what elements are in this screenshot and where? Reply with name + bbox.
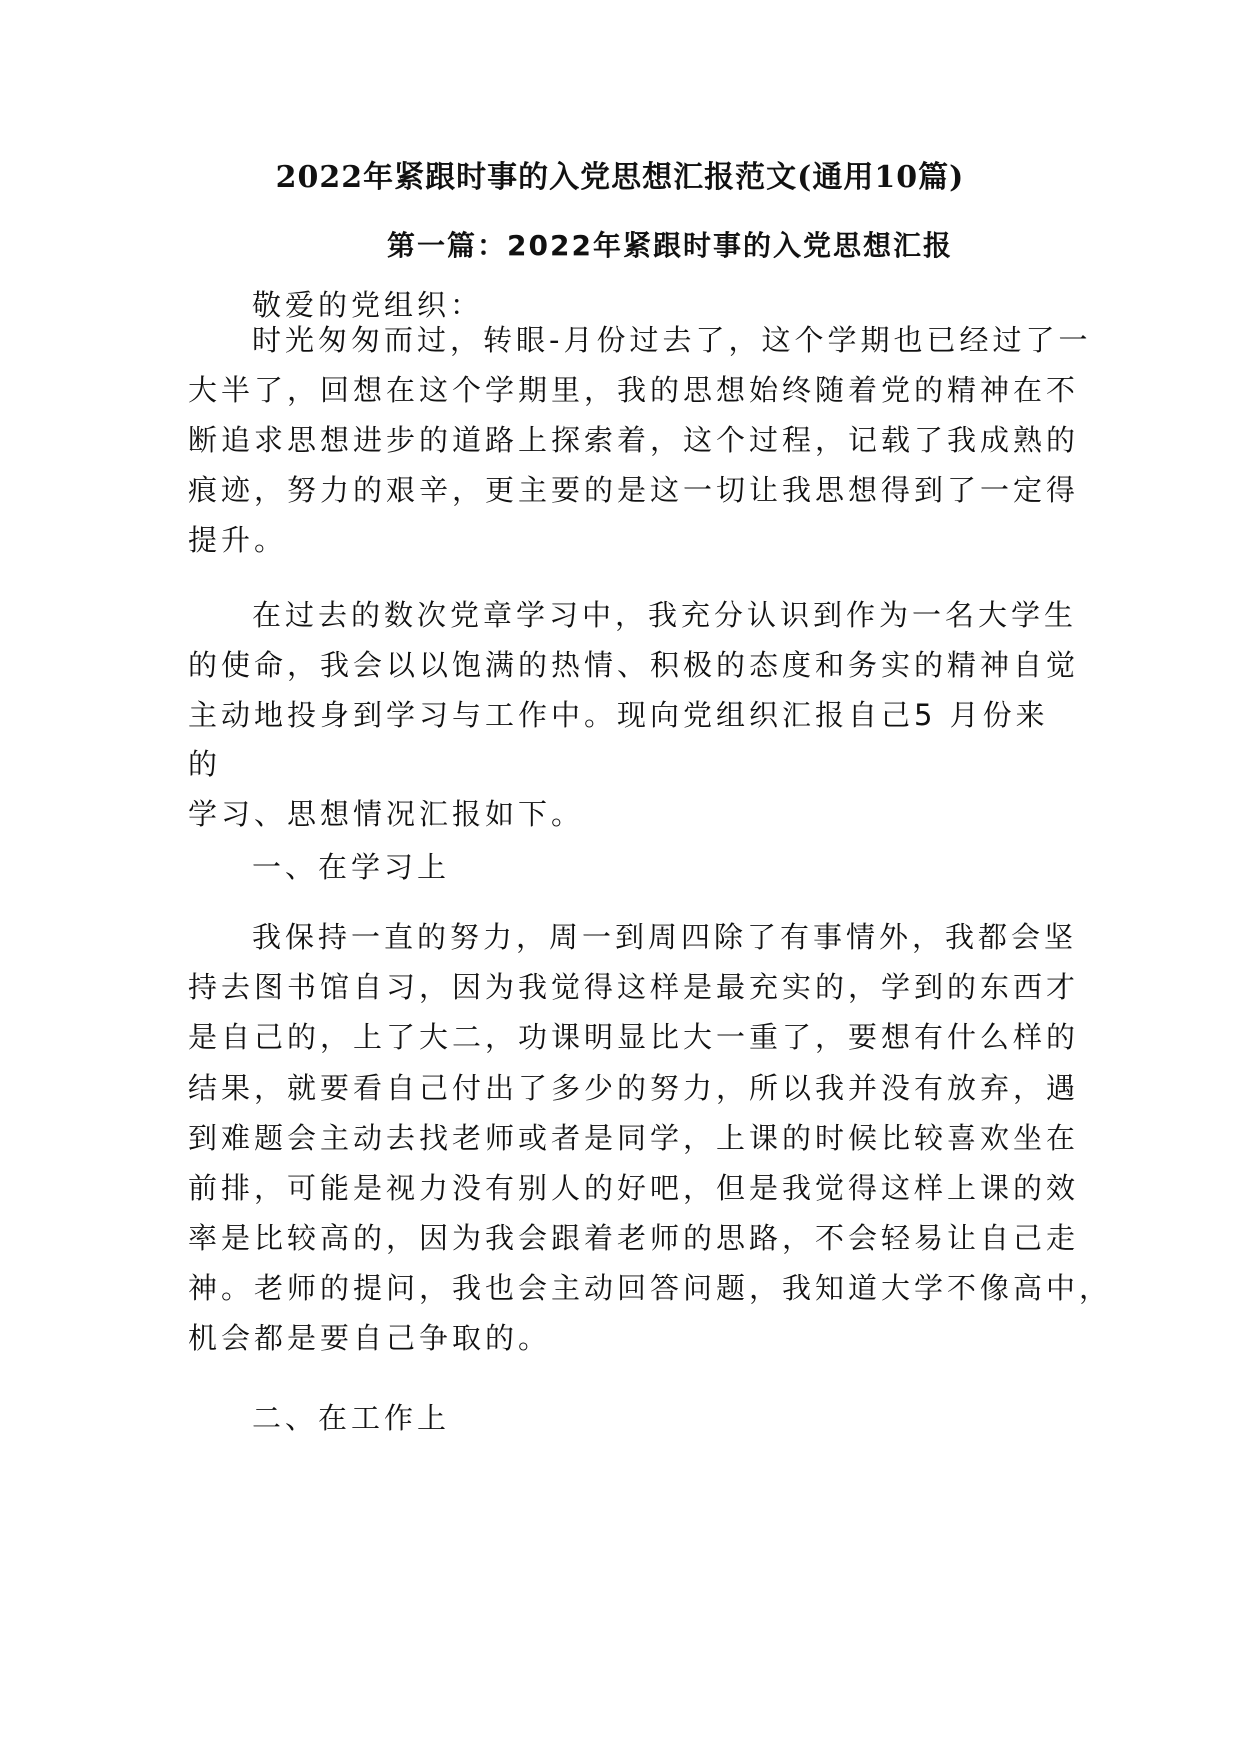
section-heading: 一、在学习上	[252, 850, 451, 884]
body-line: 在过去的数次党章学习中，我充分认识到作为一名大学生	[252, 598, 1078, 632]
body-line: 我保持一直的努力，周一到周四除了有事情外，我都会坚	[252, 920, 1078, 954]
body-line: 持去图书馆自习，因为我觉得这样是最充实的，学到的东西才	[188, 970, 1080, 1004]
body-line: 断追求思想进步的道路上探索着，这个过程，记载了我成熟的	[188, 423, 1080, 457]
body-line: 到难题会主动去找老师或者是同学，上课的时候比较喜欢坐在	[188, 1121, 1080, 1155]
body-line: 学习、思想情况汇报如下。	[188, 797, 585, 831]
body-line: 前排，可能是视力没有别人的好吧，但是我觉得这样上课的效	[188, 1171, 1080, 1205]
document-title: 2022年紧跟时事的入党思想汇报范文(通用10篇)	[275, 160, 965, 195]
body-line: 主动地投身到学习与工作中。现向党组织汇报自己5 月份来	[188, 698, 1049, 732]
body-line: 机会都是要自己争取的。	[188, 1321, 552, 1355]
body-line: 的	[188, 747, 222, 781]
document-subtitle: 第一篇：2022年紧跟时事的入党思想汇报	[387, 229, 953, 262]
body-line: 率是比较高的，因为我会跟着老师的思路，不会轻易让自己走	[188, 1221, 1080, 1255]
body-line: 神。老师的提问，我也会主动回答问题，我知道大学不像高中，	[188, 1271, 1113, 1305]
body-line: 提升。	[188, 523, 288, 557]
section-heading: 二、在工作上	[252, 1401, 451, 1435]
body-line: 时光匆匆而过，转眼-月份过去了，这个学期也已经过了一	[252, 323, 1092, 357]
body-line: 是自己的，上了大二，功课明显比大一重了，要想有什么样的	[188, 1020, 1080, 1054]
salutation: 敬爱的党组织：	[252, 288, 484, 322]
body-line: 的使命，我会以以饱满的热情、积极的态度和务实的精神自觉	[188, 648, 1080, 682]
body-line: 结果，就要看自己付出了多少的努力，所以我并没有放弃，遇	[188, 1071, 1080, 1105]
body-line: 痕迹，努力的艰辛，更主要的是这一切让我思想得到了一定得	[188, 473, 1080, 507]
body-line: 大半了，回想在这个学期里，我的思想始终随着党的精神在不	[188, 373, 1080, 407]
